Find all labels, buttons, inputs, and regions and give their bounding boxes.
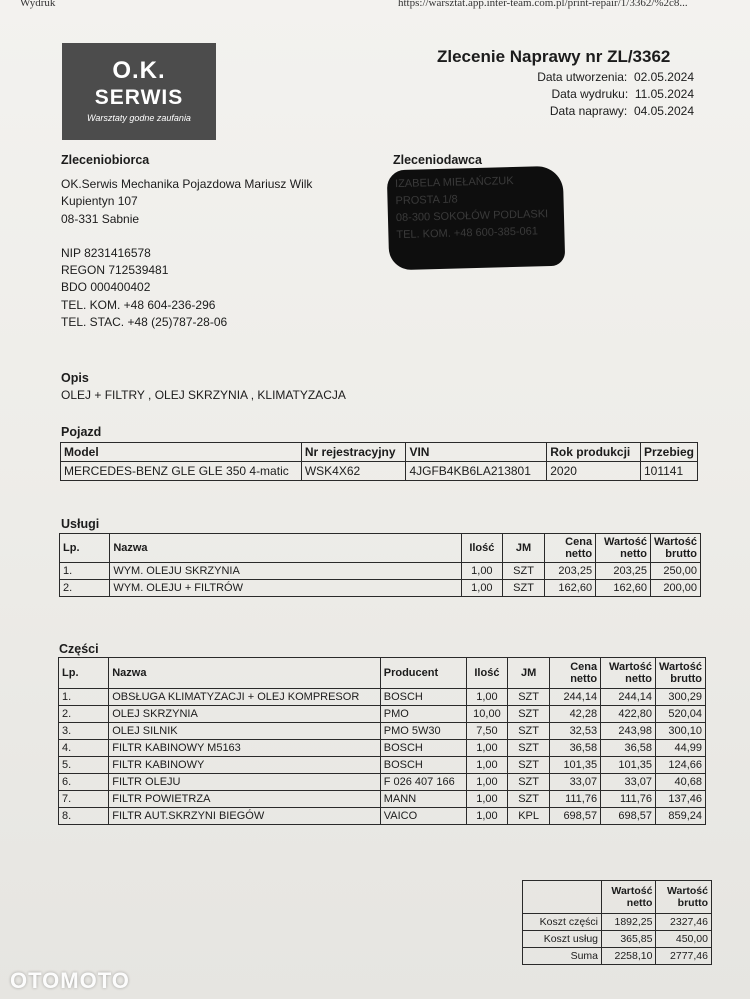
created-date: 02.05.2024 <box>633 70 694 84</box>
cell: FILTR POWIETRZA <box>109 791 381 808</box>
vehicle-table <box>60 442 698 481</box>
summary-gross: 2777,46 <box>656 948 712 965</box>
cell: SZT <box>502 563 545 580</box>
cell: 137,46 <box>656 791 706 808</box>
client-line-5: TEL. KOM. +48 600-385-061 <box>396 225 539 242</box>
cell: SZT <box>507 740 550 757</box>
cell: PMO <box>380 706 466 723</box>
cell: FILTR OLEJU <box>109 774 381 791</box>
summary-label: Suma <box>523 948 602 965</box>
cell: SZT <box>507 757 550 774</box>
vehicle-header-row <box>61 443 698 462</box>
parts-col-price: Cena netto <box>550 658 601 689</box>
vehicle-mileage: 101141 <box>640 462 697 481</box>
print-header-url: https://warsztat.app.inter-team.com.pl/print-repair/1/3362/%2c8... <box>398 0 688 9</box>
vehicle-col-model: Model <box>61 443 302 462</box>
contractor-regon: REGON 712539481 <box>61 263 169 278</box>
parts-body <box>59 689 706 825</box>
services-col-qty: Ilość <box>461 534 502 563</box>
vehicle-model: MERCEDES-BENZ GLE GLE 350 4-matic <box>61 462 302 481</box>
parts-col-name: Nazwa <box>109 658 381 689</box>
cell: 3. <box>59 723 109 740</box>
cell: SZT <box>507 791 550 808</box>
services-col-unit: JM <box>502 534 545 563</box>
cell: 7. <box>59 791 109 808</box>
vehicle-heading: Pojazd <box>61 425 102 439</box>
cell: 300,10 <box>656 723 706 740</box>
cell: 422,80 <box>601 706 656 723</box>
cell: BOSCH <box>380 689 466 706</box>
printed-label: Data wydruku: <box>551 87 629 101</box>
cell: 8. <box>59 808 109 825</box>
client-line-1: IZABELA MIEŁAŃCZUK <box>394 175 514 191</box>
table-row <box>59 706 706 723</box>
services-header-row <box>60 534 701 563</box>
parts-col-lp: Lp. <box>59 658 109 689</box>
cell: 5. <box>59 757 109 774</box>
contractor-name: OK.Serwis Mechanika Pojazdowa Mariusz Wilk <box>61 177 313 191</box>
order-title: Zlecenie Naprawy nr ZL/3362 <box>437 47 671 66</box>
cell: 2. <box>60 580 110 597</box>
otomoto-watermark: OTOMOTO <box>10 968 130 993</box>
summary-net: 1892,25 <box>602 914 656 931</box>
parts-heading: Części <box>59 642 99 656</box>
cell: BOSCH <box>380 740 466 757</box>
client-line-2: PROSTA 1/8 <box>395 193 458 208</box>
logo-serwis: SERWIS <box>94 86 184 109</box>
cell: 111,76 <box>550 791 601 808</box>
cell: 42,28 <box>550 706 601 723</box>
logo-ok: O.K. <box>112 57 166 84</box>
cell: 1,00 <box>467 791 508 808</box>
cell: 162,60 <box>596 580 651 597</box>
cell: 10,00 <box>467 706 508 723</box>
client-line-3: 08-300 SOKOŁÓW PODLASKI <box>395 208 549 225</box>
cell: BOSCH <box>380 757 466 774</box>
services-table <box>59 533 701 597</box>
client-heading: Zleceniodawca <box>393 153 482 167</box>
cell: 1. <box>59 689 109 706</box>
order-dates <box>434 69 694 120</box>
table-row <box>59 689 706 706</box>
services-col-net: Wartość netto <box>596 534 651 563</box>
cell: 111,76 <box>601 791 656 808</box>
cell: PMO 5W30 <box>380 723 466 740</box>
summary-header-row <box>523 881 712 914</box>
parts-header-row <box>59 658 706 689</box>
cell: 203,25 <box>545 563 596 580</box>
table-row <box>59 723 706 740</box>
summary-row <box>523 931 712 948</box>
summary-row <box>523 948 712 965</box>
cell: KPL <box>507 808 550 825</box>
cell: SZT <box>507 689 550 706</box>
services-col-gross: Wartość brutto <box>651 534 701 563</box>
cell: WYM. OLEJU + FILTRÓW <box>110 580 462 597</box>
cell: 1,00 <box>467 757 508 774</box>
cell: OLEJ SKRZYNIA <box>109 706 381 723</box>
cell: SZT <box>507 774 550 791</box>
cell: OBSŁUGA KLIMATYZACJI + OLEJ KOMPRESOR <box>109 689 381 706</box>
cell: MANN <box>380 791 466 808</box>
table-row <box>59 740 706 757</box>
cell: 203,25 <box>596 563 651 580</box>
contractor-tel-kom: TEL. KOM. +48 604-236-296 <box>61 297 216 312</box>
cell: 244,14 <box>550 689 601 706</box>
vehicle-col-mileage: Przebieg <box>640 443 697 462</box>
cell: 36,58 <box>601 740 656 757</box>
cell: SZT <box>507 723 550 740</box>
cell: 124,66 <box>656 757 706 774</box>
cell: 162,60 <box>545 580 596 597</box>
table-row <box>60 563 701 580</box>
summary-label: Koszt usług <box>523 931 602 948</box>
cell: 300,29 <box>656 689 706 706</box>
vehicle-year: 2020 <box>547 462 641 481</box>
contractor-heading: Zleceniobiorca <box>61 153 150 167</box>
table-row <box>59 774 706 791</box>
vehicle-col-year: Rok produkcji <box>547 443 641 462</box>
cell: 698,57 <box>601 808 656 825</box>
services-col-lp: Lp. <box>60 534 110 563</box>
summary-net: 365,85 <box>602 931 656 948</box>
cell: 1,00 <box>467 689 508 706</box>
logo-tagline: Warsztaty godne zaufania <box>87 113 191 123</box>
cell: 2. <box>59 706 109 723</box>
created-label: Data utworzenia: <box>537 70 628 84</box>
contractor-tel-stac: TEL. STAC. +48 (25)787-28-06 <box>61 315 228 330</box>
table-row <box>59 757 706 774</box>
vehicle-col-vin: VIN <box>406 443 547 462</box>
vehicle-col-reg: Nr rejestracyjny <box>301 443 406 462</box>
cell: FILTR AUT.SKRZYNI BIEGÓW <box>109 808 381 825</box>
cell: 250,00 <box>651 563 701 580</box>
cell: F 026 407 166 <box>380 774 466 791</box>
table-row <box>59 808 706 825</box>
services-col-name: Nazwa <box>110 534 462 563</box>
cell: 1,00 <box>461 563 502 580</box>
services-col-price: Cena netto <box>545 534 596 563</box>
summary-table <box>522 880 712 965</box>
parts-col-net: Wartość netto <box>601 658 656 689</box>
cell: 244,14 <box>601 689 656 706</box>
cell: 1,00 <box>467 808 508 825</box>
table-row <box>59 791 706 808</box>
cell: 101,35 <box>550 757 601 774</box>
cell: 44,99 <box>656 740 706 757</box>
printed-date: 11.05.2024 <box>634 87 694 101</box>
services-heading: Usługi <box>61 517 100 531</box>
cell: FILTR KABINOWY <box>109 757 381 774</box>
cell: 243,98 <box>601 723 656 740</box>
cell: 698,57 <box>550 808 601 825</box>
cell: VAICO <box>380 808 466 825</box>
summary-label: Koszt części <box>523 914 602 931</box>
parts-table <box>58 657 706 825</box>
cell: 7,50 <box>467 723 508 740</box>
cell: 1. <box>60 563 110 580</box>
cell: 859,24 <box>656 808 706 825</box>
cell: 200,00 <box>651 580 701 597</box>
description-text: OLEJ + FILTRY , OLEJ SKRZYNIA , KLIMATYZACJA <box>61 388 346 402</box>
cell: 101,35 <box>601 757 656 774</box>
table-row <box>60 580 701 597</box>
repair-label: Data naprawy: <box>549 104 628 118</box>
cell: 1,00 <box>467 774 508 791</box>
cell: SZT <box>502 580 545 597</box>
cell: 40,68 <box>656 774 706 791</box>
contractor-block <box>61 176 312 331</box>
cell: WYM. OLEJU SKRZYNIA <box>110 563 462 580</box>
summary-col-gross: Wartość brutto <box>656 881 712 914</box>
cell: 32,53 <box>550 723 601 740</box>
parts-col-producer: Producent <box>380 658 466 689</box>
cell: 33,07 <box>601 774 656 791</box>
contractor-city: 08-331 Sabnie <box>61 211 140 226</box>
cell: SZT <box>507 706 550 723</box>
cell: 520,04 <box>656 706 706 723</box>
contractor-bdo: BDO 000400402 <box>61 280 151 295</box>
cell: 36,58 <box>550 740 601 757</box>
repair-date: 04.05.2024 <box>633 104 694 118</box>
summary-gross: 450,00 <box>656 931 712 948</box>
summary-row <box>523 914 712 931</box>
cell: FILTR KABINOWY M5163 <box>109 740 381 757</box>
vehicle-row <box>61 462 698 481</box>
summary-gross: 2327,46 <box>656 914 712 931</box>
vehicle-reg: WSK4X62 <box>301 462 406 481</box>
cell: OLEJ SILNIK <box>109 723 381 740</box>
company-logo <box>62 43 216 140</box>
summary-net: 2258,10 <box>602 948 656 965</box>
cell: 6. <box>59 774 109 791</box>
parts-col-gross: Wartość brutto <box>656 658 706 689</box>
summary-col-net: Wartość netto <box>602 881 656 914</box>
client-redaction <box>387 166 566 271</box>
vehicle-vin: 4JGFB4KB6LA213801 <box>406 462 547 481</box>
contractor-nip: NIP 8231416578 <box>61 245 151 260</box>
print-header-label: Wydruk <box>20 0 56 9</box>
cell: 33,07 <box>550 774 601 791</box>
summary-col-label <box>523 881 602 914</box>
cell: 4. <box>59 740 109 757</box>
cell: 1,00 <box>461 580 502 597</box>
parts-col-qty: Ilość <box>467 658 508 689</box>
parts-col-unit: JM <box>507 658 550 689</box>
cell: 1,00 <box>467 740 508 757</box>
contractor-street: Kupientyn 107 <box>61 194 138 209</box>
description-heading: Opis <box>61 371 89 385</box>
